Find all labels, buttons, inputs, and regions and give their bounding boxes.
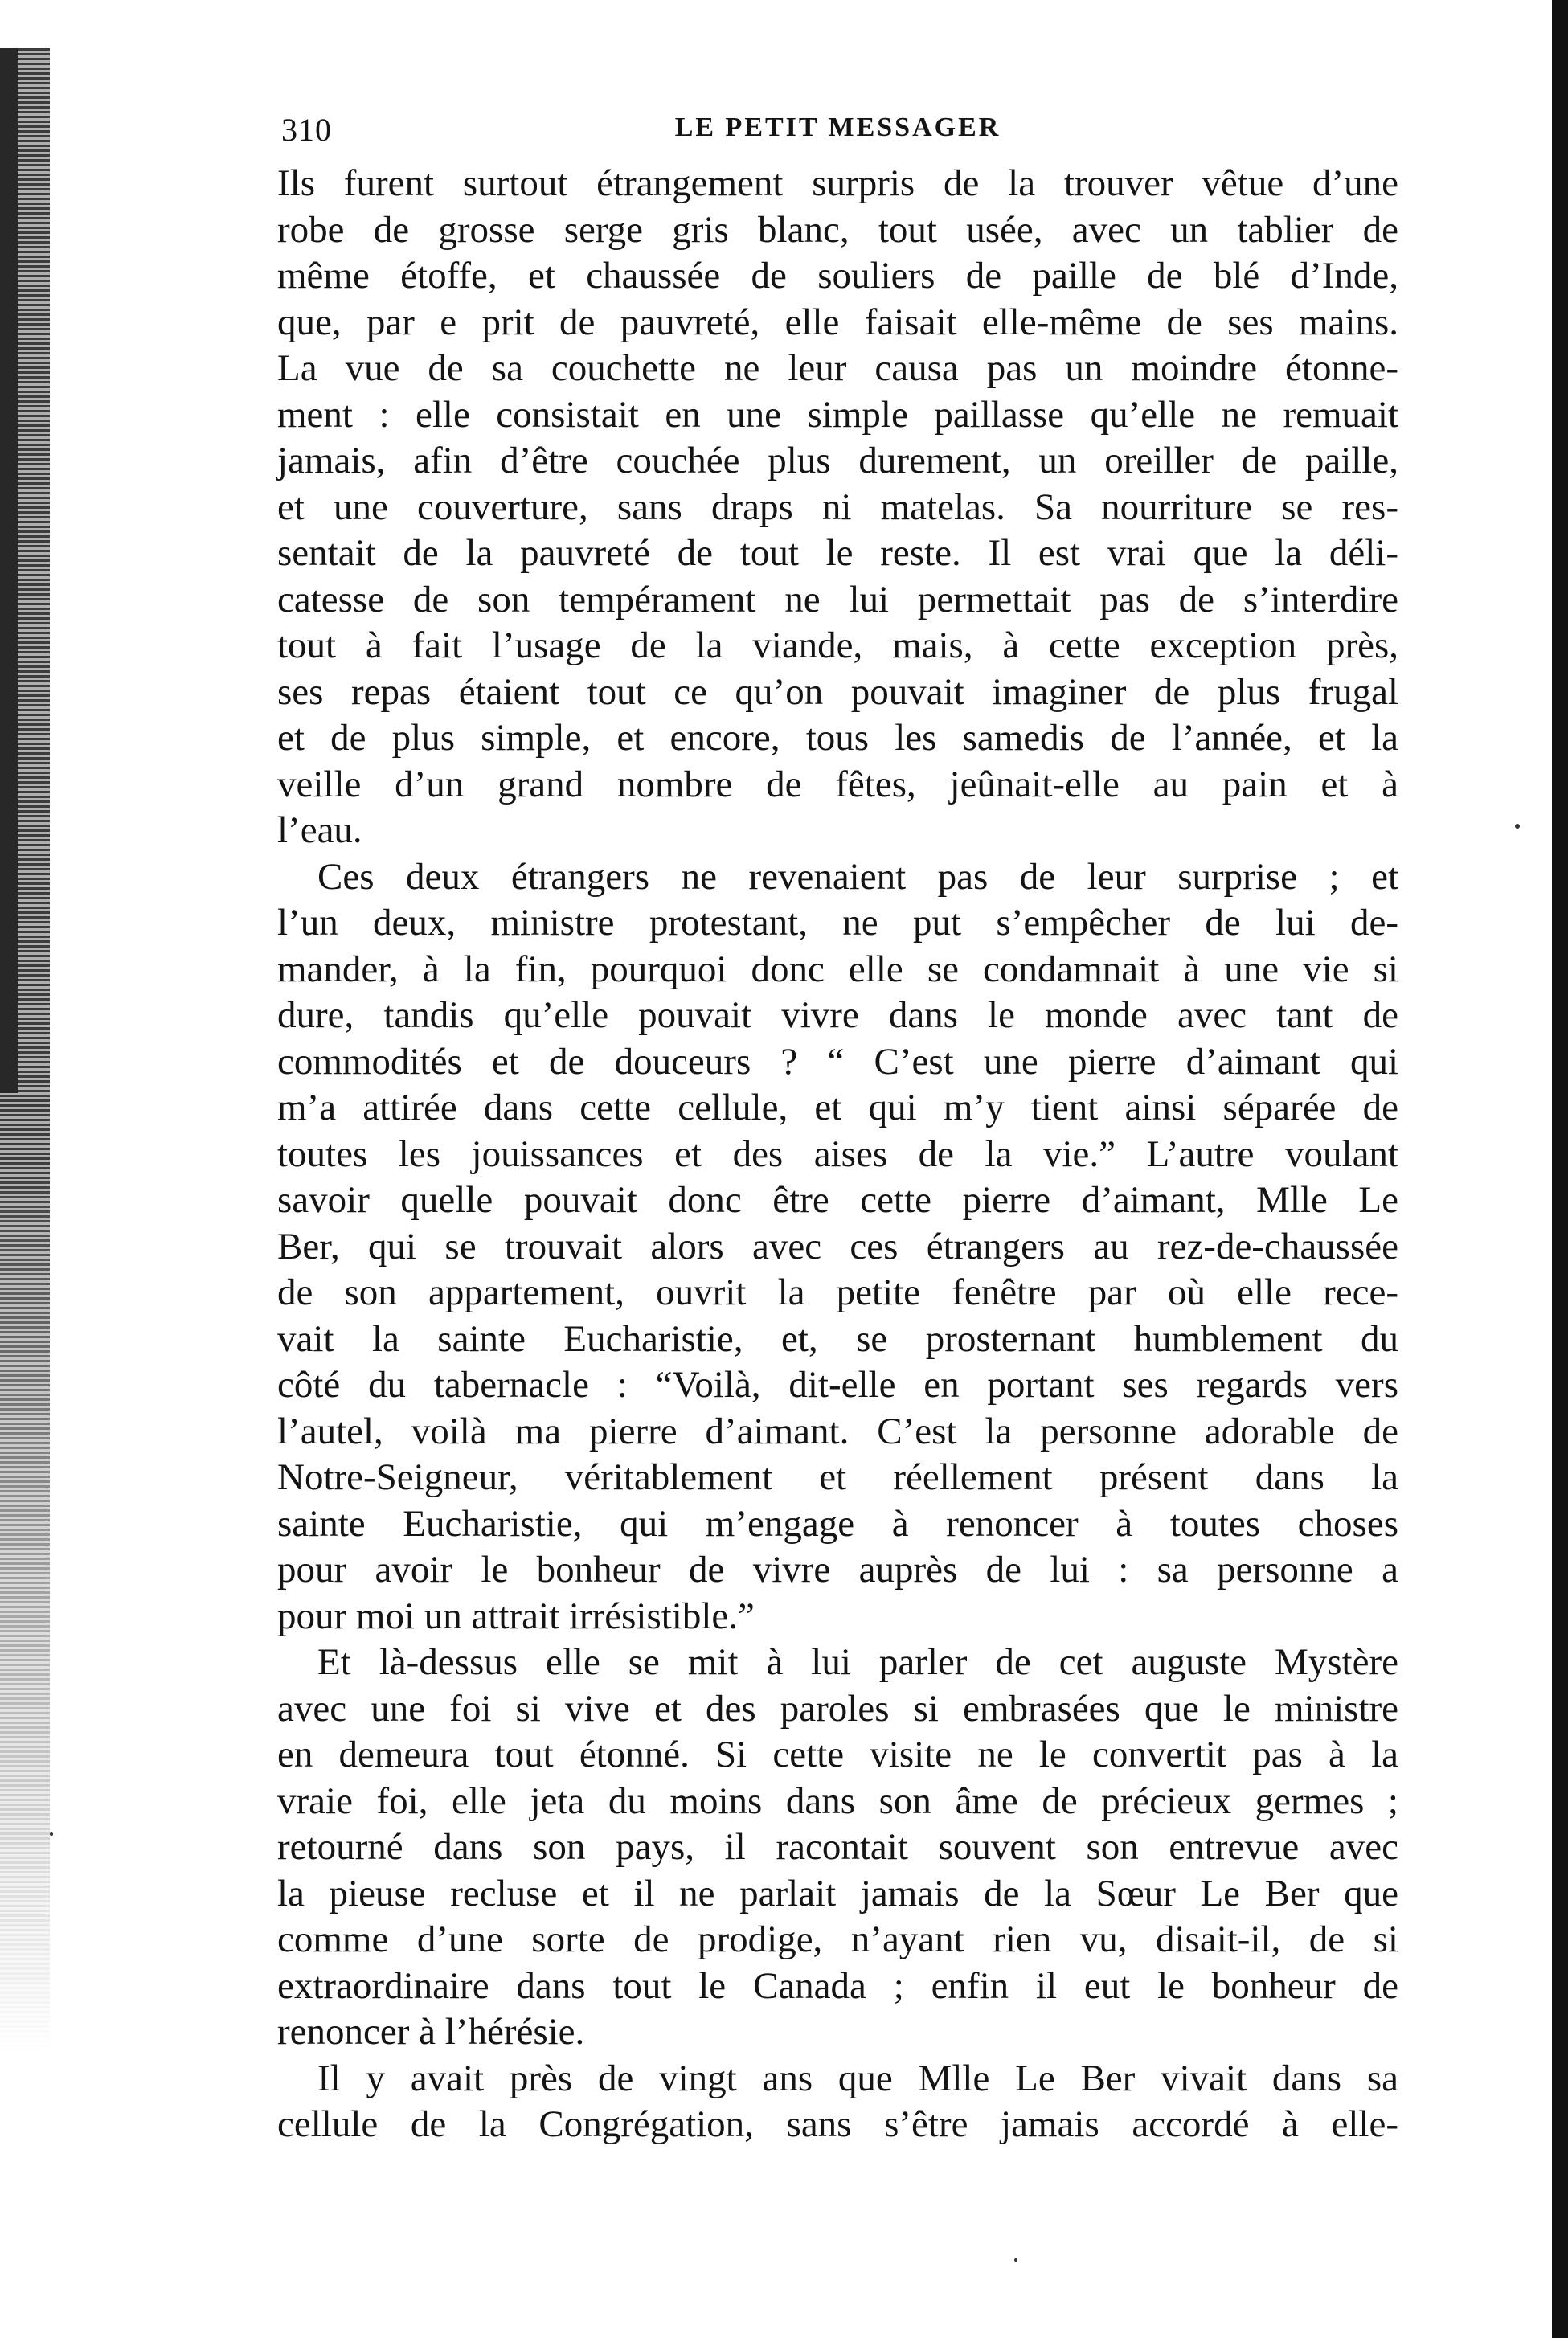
- scan-speck: [50, 1832, 53, 1836]
- text-line: commodités et de douceurs ? “ C’est une pierre d’aimant qui: [277, 1040, 1398, 1083]
- text-line: savoir quelle pouvait donc être cette pierre d’aimant, Mlle Le: [277, 1179, 1398, 1221]
- text-line: m’a attirée dans cette cellule, et qui m’y tient ainsi séparée de: [277, 1087, 1398, 1128]
- text-line: veille d’un grand nombre de fêtes, jeûnait-elle au pain et à: [277, 763, 1398, 805]
- body-text: [277, 161, 1398, 2148]
- text-line: comme d’une sorte de prodige, n’ayant rien vu, disait-il, de si: [277, 1918, 1398, 1960]
- text-line: cellule de la Congrégation, sans s’être jamais accordé à elle-: [277, 2103, 1398, 2145]
- scan-speck: [1014, 2258, 1017, 2262]
- text-line: dure, tandis qu’elle pouvait vivre dans le monde avec tant de: [277, 994, 1398, 1036]
- text-line: Ces deux étrangers ne revenaient pas de leur surprise ; et: [317, 855, 1398, 898]
- text-line: Ber, qui se trouvait alors avec ces étrangers au rez-de-chaussée: [277, 1225, 1398, 1267]
- text-line: la pieuse recluse et il ne parlait jamais de la Sœur Le Ber que: [277, 1872, 1398, 1914]
- text-line: toutes les jouissances et des aises de la vie.” L’autre voulant: [277, 1132, 1398, 1175]
- text-line: pour avoir le bonheur de vivre auprès de lui : sa personne a: [277, 1549, 1398, 1591]
- text-line: mander, à la fin, pourquoi donc elle se condamnait à une vie si: [277, 948, 1398, 990]
- text-line: renoncer à l’hérésie.: [277, 2011, 585, 2053]
- text-line: vraie foi, elle jeta du moins dans son âme de précieux germes ;: [277, 1779, 1398, 1822]
- text-line: Et là-dessus elle se mit à lui parler de cet auguste Mystère: [317, 1641, 1398, 1683]
- text-line: avec une foi si vive et des paroles si embrasées que le ministre: [277, 1687, 1398, 1730]
- text-line: Il y avait près de vingt ans que Mlle Le Ber vivait dans sa: [317, 2057, 1398, 2099]
- scan-shadow-right: [1552, 0, 1568, 2338]
- text-line: et une couverture, sans draps ni matelas. Sa nourriture se res-: [277, 485, 1398, 528]
- text-line: robe de grosse serge gris blanc, tout usée, avec un tablier de: [277, 208, 1398, 251]
- text-line: ses repas étaient tout ce qu’on pouvait imaginer de plus frugal: [277, 670, 1398, 713]
- running-header: [277, 111, 1398, 161]
- text-line: Notre-Seigneur, véritablement et réellement présent dans la: [277, 1456, 1398, 1498]
- scan-speck: [1515, 824, 1520, 829]
- text-line: même étoffe, et chaussée de souliers de paille de blé d’Inde,: [277, 255, 1398, 297]
- text-line: catesse de son tempérament ne lui permettait pas de s’interdire: [277, 578, 1398, 620]
- text-line: La vue de sa couchette ne leur causa pas un moindre étonne-: [277, 347, 1398, 389]
- text-line: l’autel, voilà ma pierre d’aimant. C’est la personne adorable de: [277, 1410, 1398, 1452]
- text-line: extraordinaire dans tout le Canada ; enfin il eut le bonheur de: [277, 1964, 1398, 2007]
- text-line: en demeura tout étonné. Si cette visite ne le convertit pas à la: [277, 1734, 1398, 1775]
- page-number: 310: [281, 112, 332, 148]
- text-line: sainte Eucharistie, qui m’engage à renoncer à toutes choses: [277, 1502, 1398, 1545]
- text-line: que, par e prit de pauvreté, elle faisait elle-même de ses mains.: [277, 301, 1398, 343]
- text-line: sentait de la pauvreté de tout le reste. Il est vrai que la déli-: [277, 532, 1398, 574]
- running-title: LE PETIT MESSAGER: [674, 113, 1001, 142]
- text-line: l’un deux, ministre protestant, ne put s’empêcher de lui de-: [277, 902, 1398, 944]
- text-line: et de plus simple, et encore, tous les samedis de l’année, et la: [277, 717, 1398, 759]
- text-line: ment : elle consistait en une simple paillasse qu’elle ne remuait: [277, 393, 1398, 436]
- text-line: Ils furent surtout étrangement surpris de la trouver vêtue d’une: [277, 162, 1398, 204]
- text-line: retourné dans son pays, il racontait souvent son entrevue avec: [277, 1826, 1398, 1868]
- book-page: [277, 111, 1398, 2148]
- text-line: tout à fait l’usage de la viande, mais, à cette exception près,: [277, 624, 1398, 666]
- text-line: vait la sainte Eucharistie, et, se prosternant humblement du: [277, 1317, 1398, 1360]
- text-line: pour moi un attrait irrésistible.”: [277, 1595, 755, 1637]
- scan-shadow-left-dark: [0, 48, 18, 1093]
- text-line: jamais, afin d’être couchée plus durement, un oreiller de paille,: [277, 440, 1398, 481]
- text-line: de son appartement, ouvrit la petite fenêtre par où elle rece-: [277, 1271, 1398, 1313]
- text-line: côté du tabernacle : “Voilà, dit-elle en portant ses regards vers: [277, 1364, 1398, 1406]
- text-line: l’eau.: [277, 809, 362, 851]
- scan-shadow-left: [0, 48, 50, 2058]
